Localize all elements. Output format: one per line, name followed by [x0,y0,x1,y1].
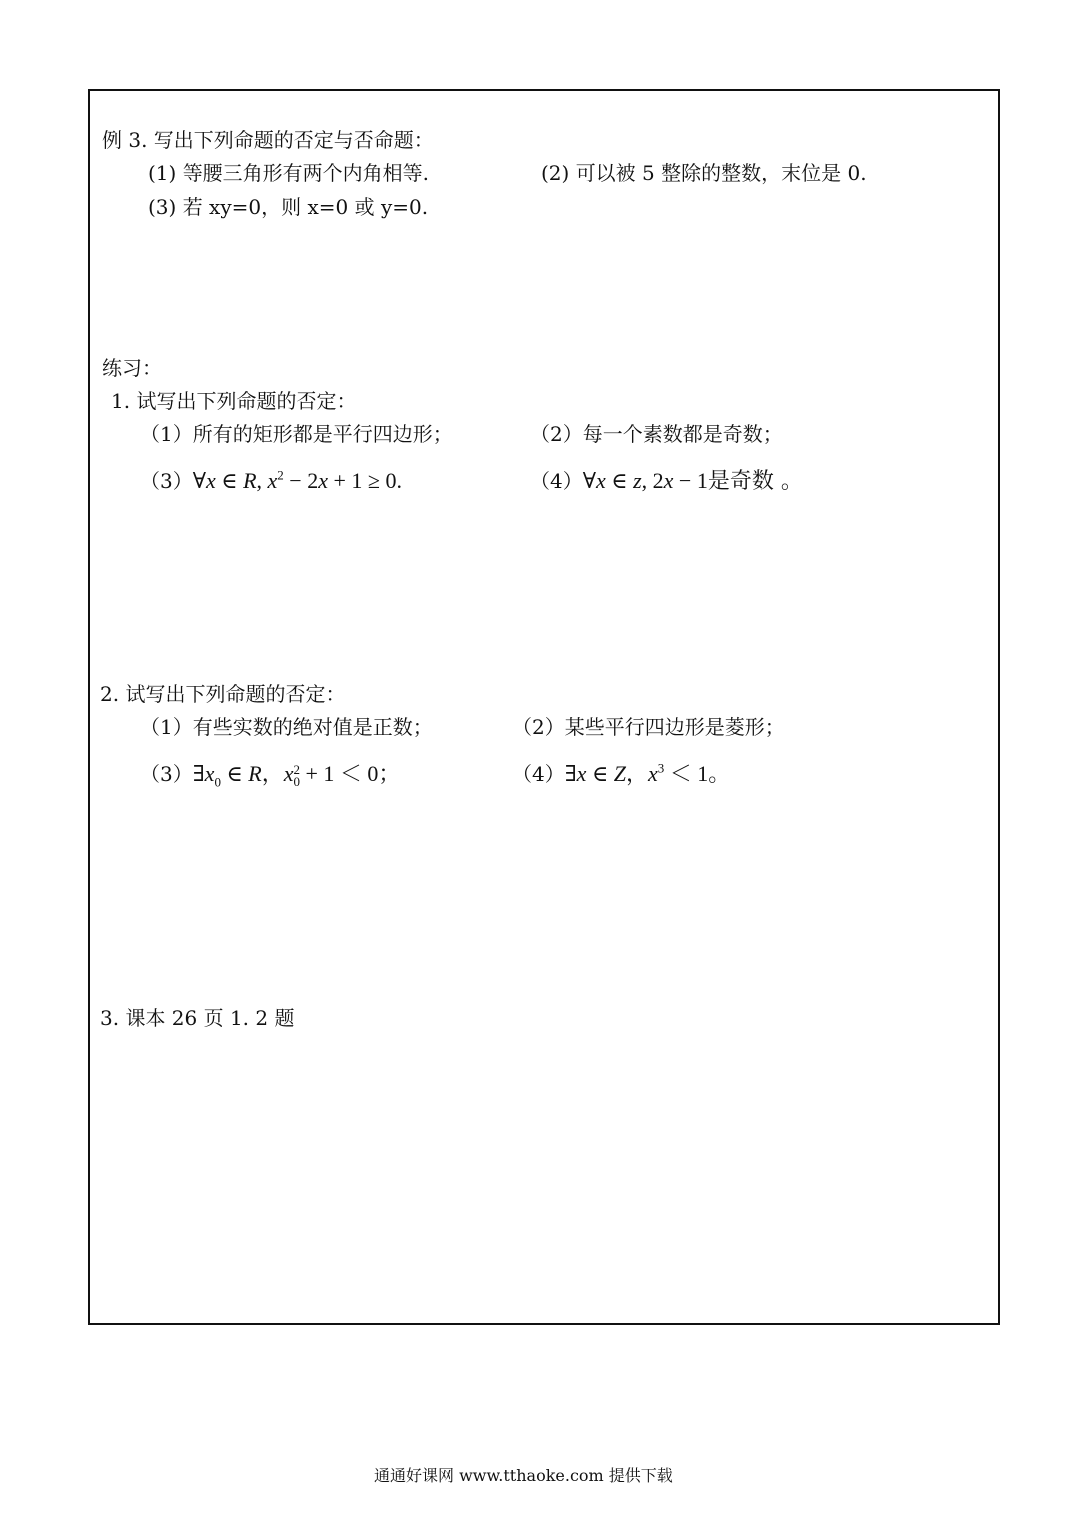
example3-item-1: (1) 等腰三角形有两个内角相等. [148,161,430,185]
subscript: 0 [293,773,300,789]
exists-symbol: ∃ [564,761,577,786]
exists-symbol: ∃ [192,761,205,786]
var-x: x [596,468,606,493]
q1-item-4 [530,469,803,494]
example3-item-2: (2) 可以被 5 整除的整数，末位是 0. [541,161,867,185]
comma: , [256,468,268,493]
var-x: x [663,468,674,493]
var-z: z [633,468,642,493]
expr-part: − 1 [673,468,708,493]
element-of: ∈ [220,761,249,786]
comma: ， [261,761,284,786]
var-x: x [576,761,587,786]
superscript: 2 [293,761,300,777]
var-R: R [243,468,257,493]
var-x: x [267,468,278,493]
q3-text: 3. 课本 26 页 1. 2 题 [100,1006,295,1030]
expr-end: ＜ 1。 [664,761,731,786]
forall-symbol: ∀ [192,468,207,493]
forall-symbol: ∀ [582,468,597,493]
var-x: x [283,761,294,786]
var-x: x [318,468,328,493]
comma: ， [625,761,648,786]
element-of: ∈ [586,761,614,786]
q1-title: 1. 试写出下列命题的否定： [111,389,357,413]
q2-item-2: （2）某些平行四边形是菱形； [512,715,785,739]
q1-item-4-label: （4） [530,469,583,493]
q1-item-1: （1）所有的矩形都是平行四边形； [140,422,453,446]
var-x: x [648,761,658,786]
element-of: ∈ [605,468,634,493]
q2-item-4-label: （4） [512,762,565,786]
q1-item-3-label: （3） [140,469,193,493]
example3-title: 例 3. 写出下列命题的否定与否命题： [102,128,434,152]
expr-part: − 2 [283,468,319,493]
q2-title: 2. 试写出下列命题的否定： [100,682,346,706]
subscript: 0 [214,774,221,790]
footer-text: 通通好课网 www.tthaoke.com 提供下载 [374,1466,673,1485]
var-x: x [206,468,216,493]
var-x: x [204,761,215,786]
element-of: ∈ [215,468,244,493]
expr-end: + 1 ＜ 0； [299,761,401,786]
q1-item-4-tail: 是奇数 。 [707,469,803,494]
exponent: 2 [277,467,284,483]
expr-end: + 1 ≥ 0. [327,468,402,493]
q2-item-3 [140,762,400,788]
q2-item-3-label: （3） [140,762,193,786]
q1-item-3 [140,469,402,493]
var-R: R [248,761,262,786]
example3-item-3: (3) 若 xy=0，则 x=0 或 y=0. [148,195,429,219]
exponent: 3 [657,760,665,776]
var-Z: Z [613,761,626,786]
q1-item-2: （2）每一个素数都是奇数； [530,422,783,446]
worksheet-frame [88,89,1000,1325]
q2-item-4 [512,762,730,786]
q2-item-1: （1）有些实数的绝对值是正数； [140,715,433,739]
expr-part: , 2 [641,468,664,493]
practice-heading: 练习： [102,356,162,380]
